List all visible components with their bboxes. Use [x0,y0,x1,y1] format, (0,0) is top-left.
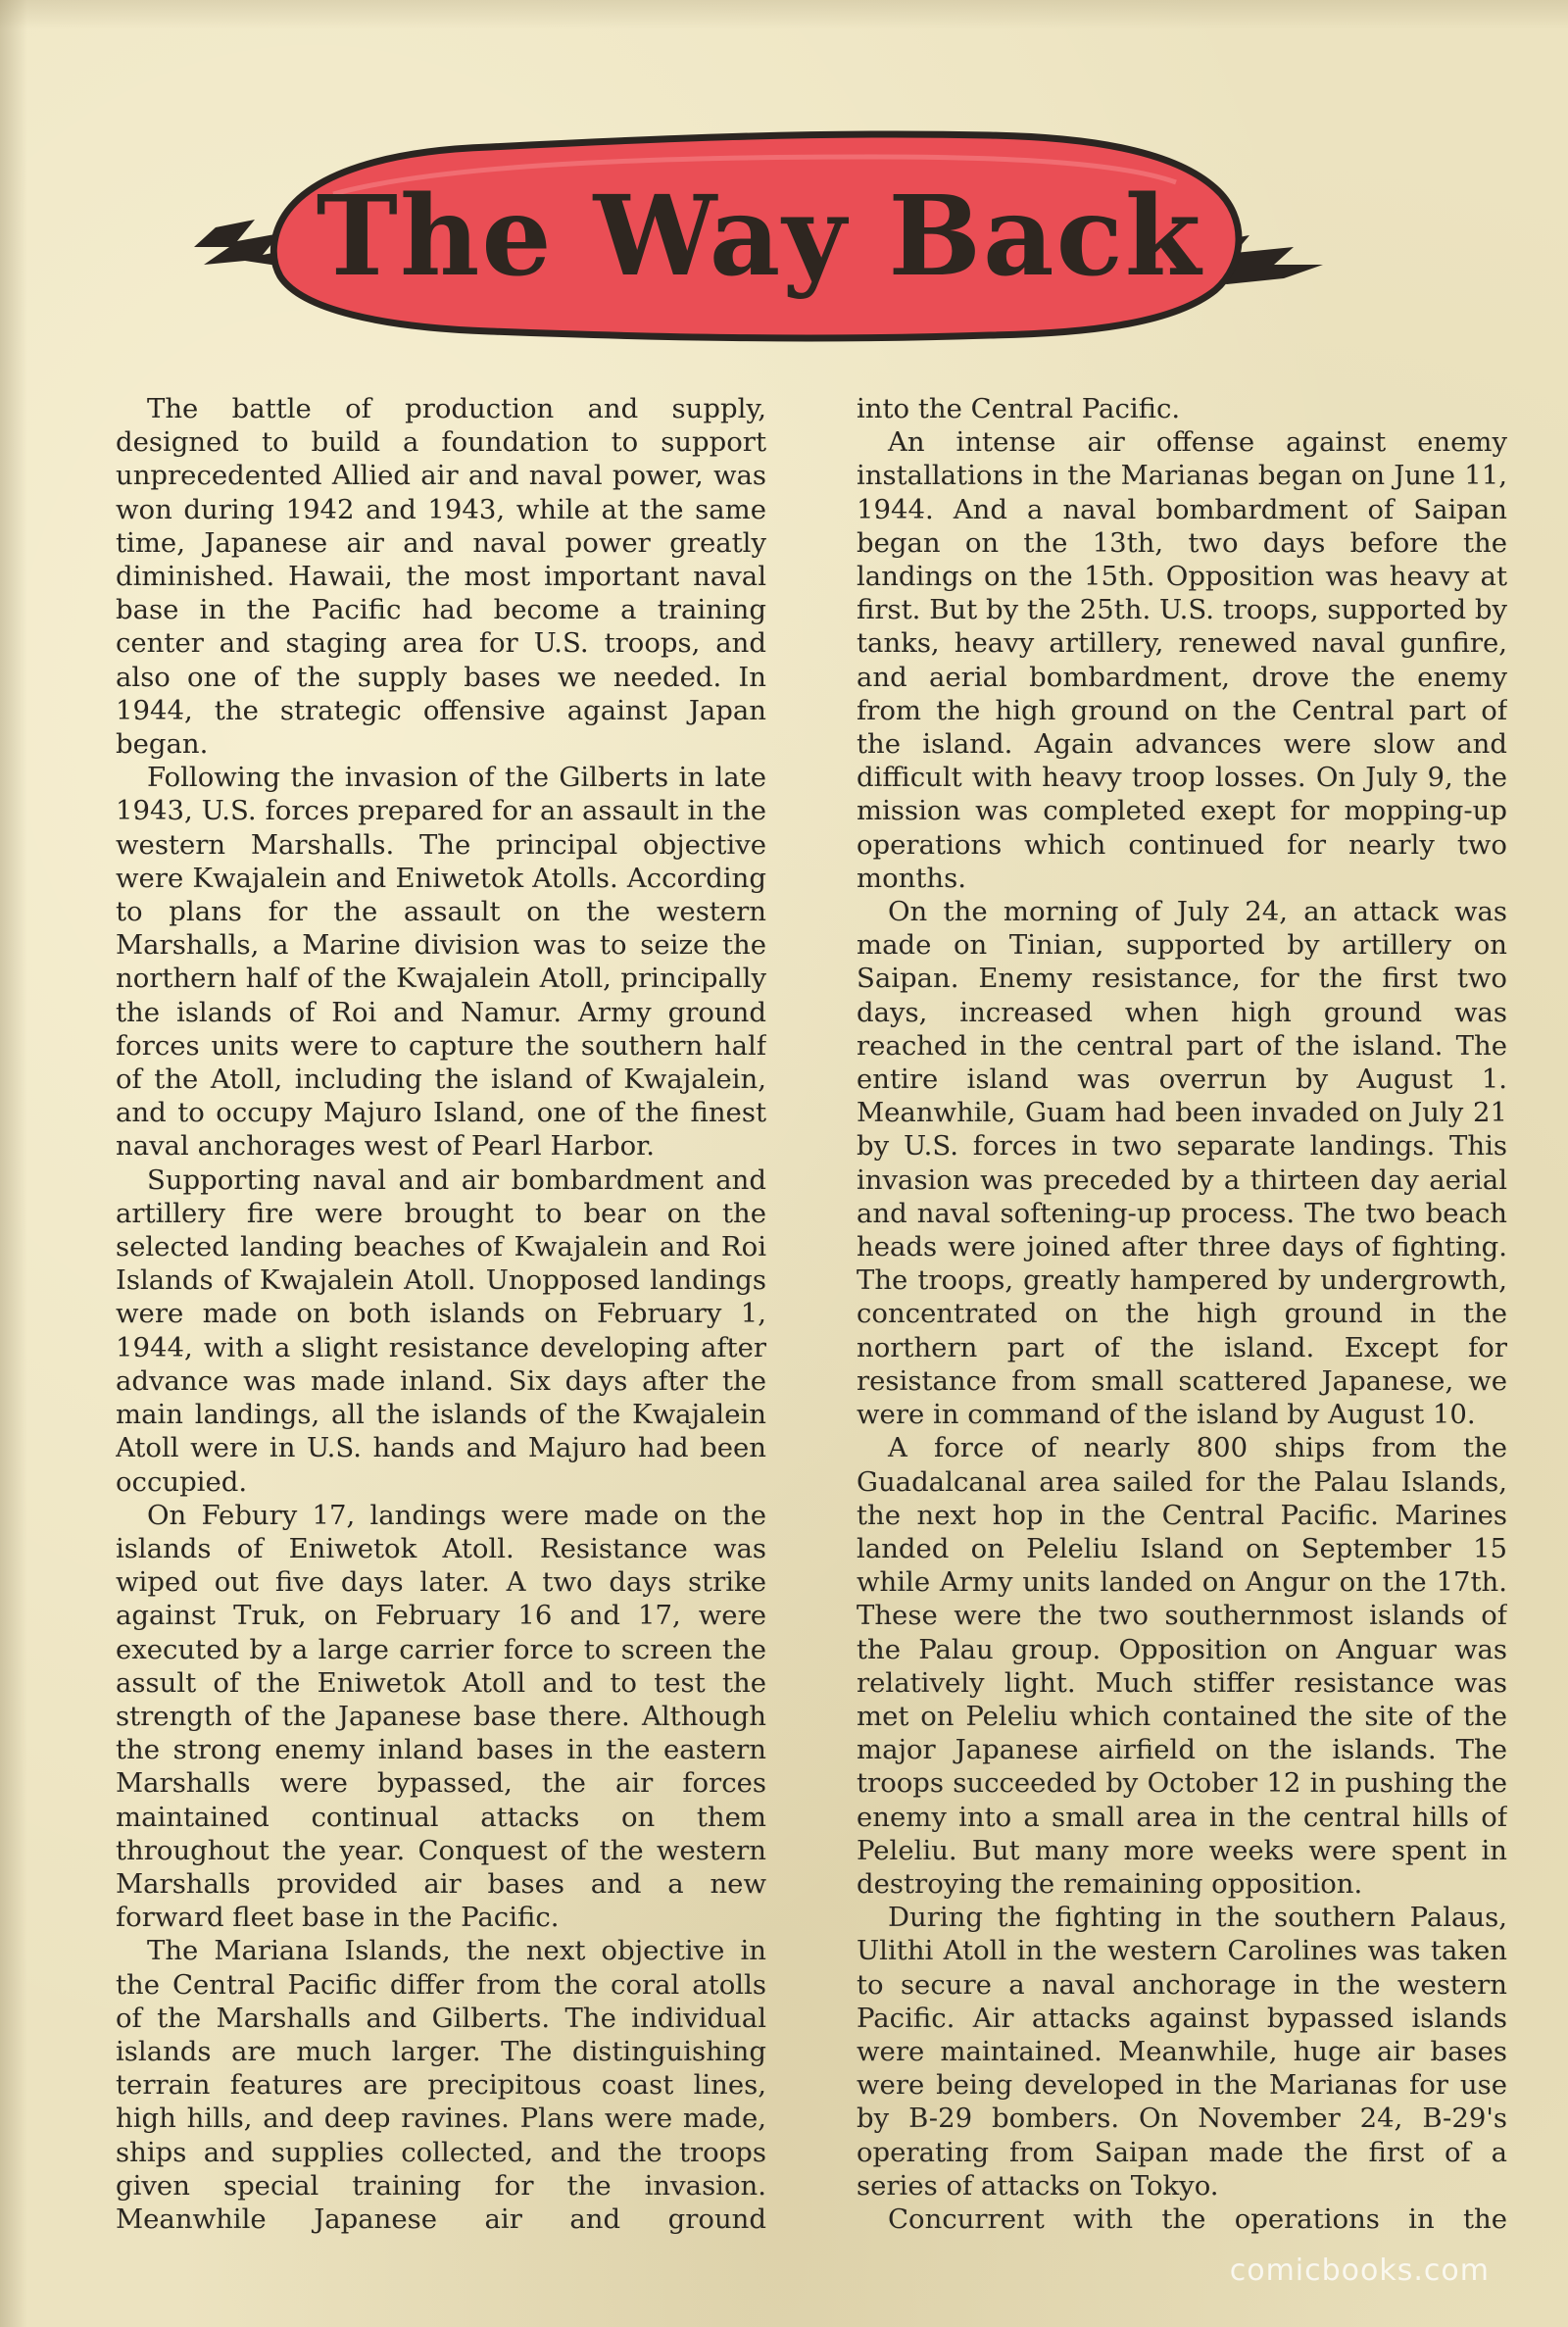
left-column [116,392,766,2235]
paragraph: Supporting naval and air bombardment and artillery fire were brought to bear on the selected landing beaches of Kwajalein and Roi Islands of Kwajalein Atoll. Unopposed landings were made on both islands on February 1, 1944, with a slight resistance developing after advance was made inland. Six days after the main landings, all the islands of the Kwajalein Atoll were in U.S. hands and Majuro had been occupied. [116,1164,766,1498]
watermark: comicbooks.com [1229,2253,1490,2288]
paragraph: Following the invasion of the Gilberts in late 1943, U.S. forces prepared for an assault in the western Marshalls. The principal objective were Kwajalein and Eniwetok Atolls. According to plans for the assault on the western Marshalls, a Marine division was to seize the northern half of the Kwajalein Atoll, principally the islands of Roi and Namur. Army ground forces units were to capture the southern half of the Atoll, including the island of Kwajalein, and to occupy Majuro Island, one of the finest naval anchorages west of Pearl Harbor. [116,762,766,1163]
paragraph: An intense air offense against enemy installations in the Marianas began on June 11, 1944. And a naval bombardment of Saipan began on the 13th, two days before the landings on the 15th. Opposition was heavy at first. But by the 25th. U.S. troops, supported by tanks, heavy artillery, renewed naval gunfire, and aerial bombardment, drove the enemy from the high ground on the Central part of the island. Again advances were slow and difficult with heavy troop losses. On July 9, the mission was completed exept for mopping-up operations which continued for nearly two months. [857,426,1507,894]
page-edge-shadow [0,0,27,2327]
paragraph-continuation: into the Central Pacific. [857,393,1181,424]
paragraph: The Mariana Islands, the next objective in the Central Pacific differ from the coral atolls of the Marshalls and Gilberts. The individual islands are much larger. The distinguishing terrain features are precipitous coast lines, high hills, and deep ravines. Plans were made, ships and supplies collected, and the troops given special training for the invasion. Meanwhile Japanese air and ground [116,1935,766,2235]
article-body [116,392,1507,2235]
title-banner [186,118,1333,353]
right-column [857,392,1507,2235]
page-top-shadow [0,0,1568,29]
paragraph: Concurrent with the operations in the [888,2203,1507,2235]
paragraph: The battle of production and supply, designed to build a foundation to support unprecedented Allied air and naval power, was won during 1942 and 1943, while at the same time, Japanese air and naval power greatly diminished. Hawaii, the most important naval base in the Pacific had become a training center and staging area for U.S. troops, and also one of the supply bases we needed. In 1944, the strategic offensive against Japan began. [116,393,766,761]
paragraph: During the fighting in the southern Palaus, Ulithi Atoll in the western Carolines was taken to secure a naval anchorage in the western Pacific. Air attacks against bypassed islands were maintained. Meanwhile, huge air bases were being developed in the Marianas for use by B-29 bombers. On November 24, B-29's operating from Saipan made the first of a series of attacks on Tokyo. [857,1902,1507,2202]
paragraph: A force of nearly 800 ships from the Guadalcanal area sailed for the Palau Islands, the next hop in the Central Pacific. Marines landed on Peleliu Island on September 15 while Army units landed on Angur on the 17th. These were the two southernmost islands of the Palau group. Opposition on Anguar was relatively light. Much stiffer resistance was met on Peleliu which contained the site of the major Japanese airfield on the islands. The troops succeeded by October 12 in pushing the enemy into a small area in the central hills of Peleliu. But many more weeks were spent in destroying the remaining opposition. [857,1432,1507,1900]
page-title: The Way Back [316,173,1203,301]
paragraph: On Febury 17, landings were made on the islands of Eniwetok Atoll. Resistance was wiped out five days later. A two days strike against Truk, on February 16 and 17, were executed by a large carrier force to screen the assult of the Eniwetok Atoll and to test the strength of the Japanese base there. Although the strong enemy inland bases in the eastern Marshalls were bypassed, the air forces maintained continual attacks on them throughout the year. Conquest of the western Marshalls provided air bases and a new forward fleet base in the Pacific. [116,1499,766,1934]
paragraph: On the morning of July 24, an attack was made on Tinian, supported by artillery on Saipan. Enemy resistance, for the first two days, increased when high ground was reached in the central part of the island. The entire island was overrun by August 1. Meanwhile, Guam had been invaded on July 21 by U.S. forces in two separate landings. This invasion was preceded by a thirteen day aerial and naval softening-up process. The two beach heads were joined after three days of fighting. The troops, greatly hampered by undergrowth, concentrated on the high ground in the northern part of the island. Except for resistance from small scattered Japanese, we were in command of the island by August 10. [857,896,1507,1431]
